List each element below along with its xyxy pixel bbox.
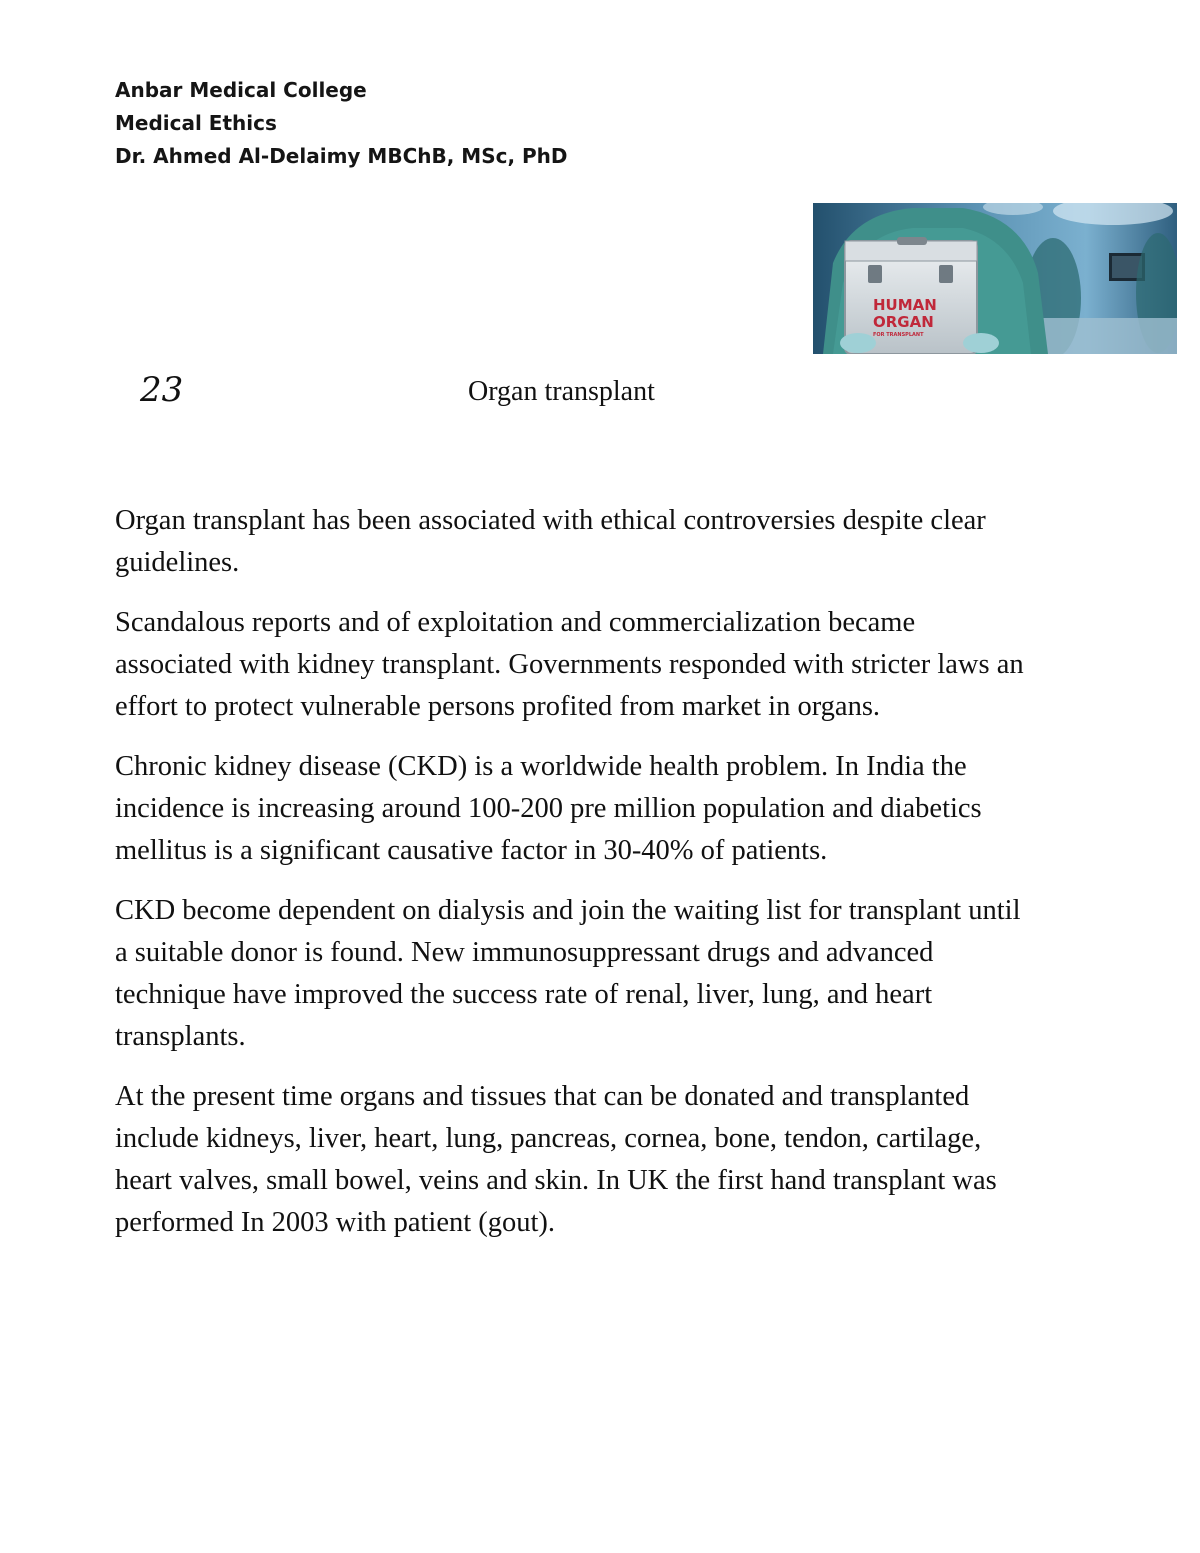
paragraph: Chronic kidney disease (CKD) is a worldwide health problem. In India the incidence is increasing around 100-200 pre million population and diabetics mellitus is a significant causative factor in 30-40% of patients. bbox=[115, 751, 982, 866]
paragraph: Organ transplant has been associated with ethical controversies despite clear guidelines. bbox=[115, 505, 986, 578]
chapter-heading bbox=[0, 366, 1200, 416]
author-line: Dr. Ahmed Al-Delaimy MBChB, MSc, PhD bbox=[115, 144, 568, 168]
photo-illustration bbox=[813, 203, 1177, 354]
chapter-title: Organ transplant bbox=[468, 376, 655, 407]
paragraph: Scandalous reports and of exploitation and commercialization became associated with kidney transplant. Governments responded with stricter laws an effort to protect vulnerable persons profited from market in organs. bbox=[115, 607, 1024, 722]
paragraph: At the present time organs and tissues that can be donated and transplanted include kidneys, liver, heart, lung, pancreas, cornea, bone, tendon, cartilage, heart valves, small bowel, veins and skin. In UK the first hand transplant was performed In 2003 with patient (gout). bbox=[115, 1081, 997, 1238]
chapter-number: 23 bbox=[140, 370, 184, 410]
document-header bbox=[115, 74, 568, 173]
college-name: Anbar Medical College bbox=[115, 78, 367, 102]
course-name: Medical Ethics bbox=[115, 111, 277, 135]
box-label-line-1: HUMAN bbox=[873, 296, 937, 314]
box-label-line-2: ORGAN bbox=[873, 313, 934, 331]
organ-transport-photo bbox=[813, 203, 1177, 354]
box-label-line-3: FOR TRANSPLANT bbox=[873, 332, 924, 338]
paragraph: CKD become dependent on dialysis and join the waiting list for transplant until a suitable donor is found. New immunosuppressant drugs and advanced technique have improved the success rate of renal, liver, lung, and heart transplants. bbox=[115, 895, 1021, 1052]
body-text bbox=[115, 500, 1035, 1262]
